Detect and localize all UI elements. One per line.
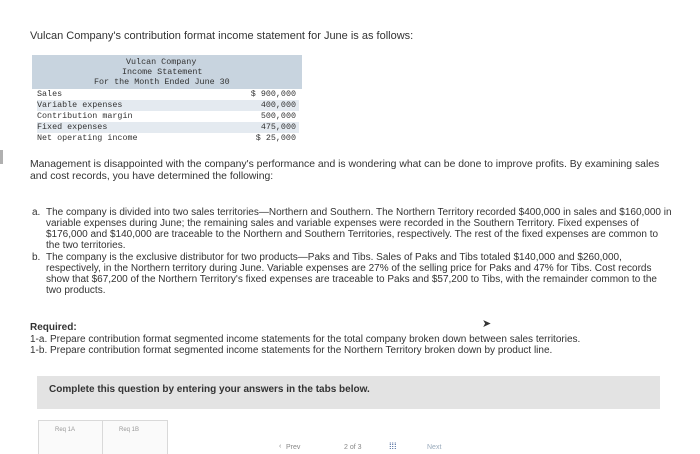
next-button[interactable]: Next <box>427 444 442 451</box>
income-statement <box>32 55 302 147</box>
row-label: Fixed expenses <box>37 122 108 132</box>
tab-label: Req 1A <box>55 427 76 433</box>
page-indicator: 2 of 3 <box>344 444 362 451</box>
row-value: $ 25,000 <box>255 133 296 143</box>
prev-button[interactable]: Prev <box>286 444 301 451</box>
row-label: Variable expenses <box>37 100 123 110</box>
statement-row-net-operating-income <box>37 133 299 144</box>
facts-list <box>32 207 672 297</box>
grid-icon[interactable]: ⁞⁞⁞ <box>389 441 397 451</box>
statement-period: For the Month Ended June 30 <box>94 77 230 87</box>
banner-text: Complete this question by entering your answers in the tabs below. <box>49 384 370 395</box>
statement-row-variable-expenses <box>37 100 299 111</box>
required-section <box>30 322 670 357</box>
list-item <box>32 207 672 251</box>
page-edge-marker <box>0 150 3 164</box>
statement-body <box>32 89 302 147</box>
list-marker: b. <box>32 252 41 263</box>
statement-row-fixed-expenses <box>37 122 299 133</box>
required-line-1a: 1-a. Prepare contribution format segmented income statements for the total company broken down between sales territories. <box>30 333 581 345</box>
chevron-left-icon[interactable]: ‹ <box>279 443 282 450</box>
instruction-banner <box>37 376 660 409</box>
statement-header <box>32 55 302 89</box>
row-label: Contribution margin <box>37 111 133 121</box>
row-label: Net operating income <box>37 133 138 143</box>
row-value: 500,000 <box>260 111 296 121</box>
problem-paragraph: Management is disappointed with the company's performance and is wondering what can be done to improve profits. By examining sales and cost records, you have determined the following: <box>30 159 660 182</box>
required-line-1b: 1-b. Prepare contribution format segmented income statements for the Northern Territory broken down by product line. <box>30 345 553 356</box>
row-value: $ 900,000 <box>250 89 296 99</box>
tab-req-1a[interactable] <box>38 420 104 454</box>
intro-text: Vulcan Company's contribution format income statement for June is as follows: <box>30 30 414 42</box>
statement-row-sales <box>37 89 299 100</box>
row-value: 475,000 <box>260 122 296 132</box>
statement-title: Income Statement <box>122 67 203 77</box>
mouse-cursor-icon: ➤ <box>482 318 492 330</box>
row-label: Sales <box>37 89 63 99</box>
list-item <box>32 252 672 296</box>
statement-company: Vulcan Company <box>126 57 197 67</box>
list-item-text: The company is divided into two sales territories—Northern and Southern. The Northern Territory recorded $400,000 in sales and $160,000 in variable expenses during June; the remaining sales and variable expenses were recorded in the Southern Territory. Fixed expenses of $176,000 and $140,000 are traceable to the Northern and Southern Territories, respectively. The rest of the fixed expenses are common to the two territories. <box>46 207 672 251</box>
tab-label: Req 1B <box>119 427 140 433</box>
tab-req-1b[interactable] <box>102 420 168 454</box>
statement-row-contribution-margin <box>37 111 299 122</box>
list-item-text: The company is the exclusive distributor for two products—Paks and Tibs. Sales of Paks and Tibs totaled $140,000 and $260,000, respectively, in the Northern territory during June. Variable expenses are 27% of the selling price for Paks and 47% for Tibs. Cost records show that $67,200 of the Northern Territory's fixed expenses are traceable to Paks and $57,200 to Tibs, with the remainder common to the two products. <box>46 252 657 296</box>
row-value: 400,000 <box>260 100 296 110</box>
required-heading: Required: <box>30 322 77 333</box>
list-marker: a. <box>32 207 41 218</box>
